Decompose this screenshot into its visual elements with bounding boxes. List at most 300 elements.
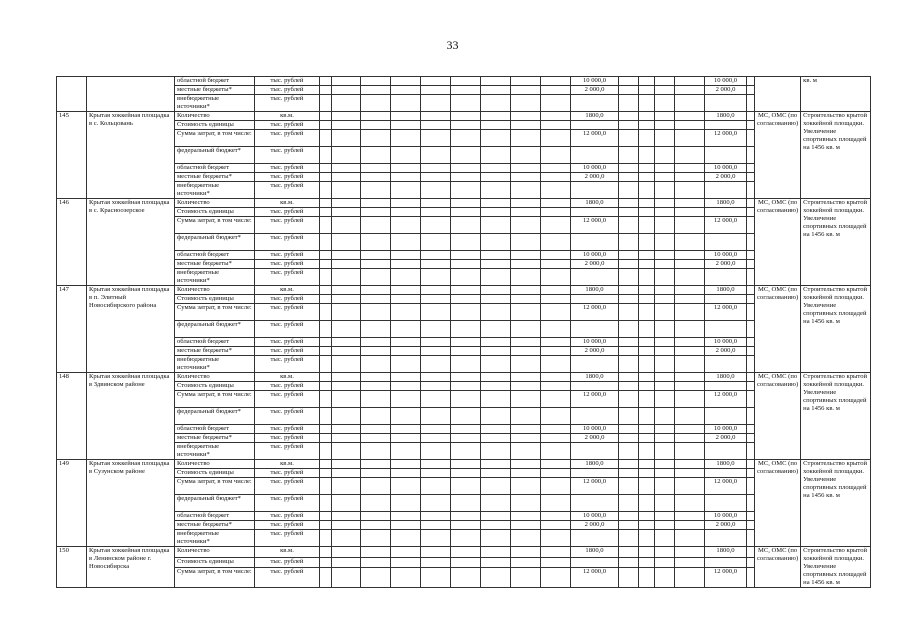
indicator-cell: внебюджетные источники* [175,443,255,460]
grid-cell [511,356,541,373]
table-row [57,408,871,425]
grid-cell [541,321,571,338]
grid-cell [675,77,705,86]
unit-cell: тыс. рублей [255,391,320,408]
grid-cell [332,130,361,147]
grid-cell [747,208,755,217]
grid-cell [619,469,639,478]
grid-cell [639,182,655,199]
grid-cell [639,460,655,469]
table-row [57,121,871,130]
item-no-cell: 149 [57,460,87,547]
grid-cell [619,86,639,95]
table-row [57,208,871,217]
total-cell: 1800,0 [705,286,747,295]
grid-cell [421,286,451,295]
grid-cell [391,199,421,208]
grid-cell [619,304,639,321]
grid-cell [675,321,705,338]
grid-cell [511,382,541,391]
grid-cell [639,557,655,568]
grid-cell [421,521,451,530]
grid-cell [481,356,511,373]
grid-cell [451,121,481,130]
grid-cell [705,495,747,512]
grid-cell [391,164,421,173]
grid-cell [639,304,655,321]
grid-cell [655,321,675,338]
grid-cell [332,425,361,434]
grid-cell [451,547,481,558]
grid-cell [571,495,619,512]
value-2020-cell: 12 000,0 [571,391,619,408]
value-2020-cell: 2 000,0 [571,86,619,95]
grid-cell [361,425,391,434]
grid-cell [361,164,391,173]
program-table [56,76,871,588]
grid-cell [747,130,755,147]
grid-cell [655,164,675,173]
grid-cell [619,217,639,234]
grid-cell [481,251,511,260]
indicator-cell: местные бюджеты* [175,521,255,530]
grid-cell [655,304,675,321]
grid-cell [481,304,511,321]
grid-cell [571,121,619,130]
grid-cell [332,304,361,321]
indicator-cell: Сумма затрат, в том числе: [175,304,255,321]
grid-cell [747,382,755,391]
result-cell: Строительство крытой хоккейной площадки. Увеличение спортивных площадей на 1456 кв. м [801,547,871,588]
grid-cell [655,173,675,182]
indicator-cell: Стоимость единицы [175,469,255,478]
indicator-cell: Стоимость единицы [175,208,255,217]
result-cell: кв. м [801,77,871,112]
grid-cell [421,77,451,86]
grid-cell [451,234,481,251]
grid-cell [361,251,391,260]
grid-cell [511,321,541,338]
grid-cell [451,199,481,208]
grid-cell [332,147,361,164]
grid-cell [747,164,755,173]
indicator-cell: Сумма затрат, в том числе: [175,568,255,588]
grid-cell [639,382,655,391]
grid-cell [675,130,705,147]
executor-cell: МС, ОМС (по согласованию) [755,547,801,588]
grid-cell [421,338,451,347]
grid-cell [619,295,639,304]
grid-cell [747,251,755,260]
grid-cell [511,434,541,443]
grid-cell [332,260,361,269]
unit-cell: тыс. рублей [255,208,320,217]
grid-cell [421,86,451,95]
grid-cell [391,495,421,512]
grid-cell [747,234,755,251]
grid-cell [619,208,639,217]
grid-cell [421,469,451,478]
grid-cell [541,199,571,208]
grid-cell [619,356,639,373]
grid-cell [747,547,755,558]
grid-cell [481,295,511,304]
grid-cell [571,382,619,391]
grid-cell [639,478,655,495]
grid-cell [511,391,541,408]
grid-cell [541,173,571,182]
value-2020-cell: 1800,0 [571,547,619,558]
unit-cell: тыс. рублей [255,512,320,521]
indicator-cell: Количество [175,373,255,382]
grid-cell [747,173,755,182]
grid-cell [511,251,541,260]
grid-cell [541,557,571,568]
grid-cell [361,557,391,568]
grid-cell [511,530,541,547]
grid-cell [541,568,571,588]
grid-cell [481,434,511,443]
grid-cell [421,295,451,304]
grid-cell [320,495,332,512]
grid-cell [675,338,705,347]
total-cell: 1800,0 [705,460,747,469]
grid-cell [619,164,639,173]
grid-cell [332,557,361,568]
grid-cell [451,347,481,356]
grid-cell [391,425,421,434]
grid-cell [421,199,451,208]
grid-cell [675,356,705,373]
grid-cell [675,557,705,568]
grid-cell [361,321,391,338]
unit-cell: тыс. рублей [255,173,320,182]
grid-cell [619,568,639,588]
total-cell: 2 000,0 [705,173,747,182]
grid-cell [655,95,675,112]
grid-cell [747,557,755,568]
grid-cell [391,434,421,443]
grid-cell [541,373,571,382]
unit-cell: тыс. рублей [255,321,320,338]
grid-cell [421,164,451,173]
grid-cell [655,269,675,286]
unit-cell: кв.м. [255,199,320,208]
grid-cell [451,286,481,295]
grid-cell [571,269,619,286]
grid-cell [391,304,421,321]
grid-cell [481,391,511,408]
grid-cell [619,182,639,199]
grid-cell [361,295,391,304]
grid-cell [619,112,639,121]
indicator-cell: местные бюджеты* [175,260,255,269]
table-row [57,521,871,530]
grid-cell [511,130,541,147]
grid-cell [320,338,332,347]
grid-cell [541,530,571,547]
grid-cell [391,347,421,356]
total-cell: 12 000,0 [705,130,747,147]
grid-cell [705,321,747,338]
grid-cell [655,521,675,530]
grid-cell [421,460,451,469]
grid-cell [451,391,481,408]
grid-cell [320,434,332,443]
grid-cell [541,356,571,373]
total-cell: 12 000,0 [705,391,747,408]
total-cell: 10 000,0 [705,425,747,434]
grid-cell [655,478,675,495]
grid-cell [639,512,655,521]
grid-cell [639,173,655,182]
grid-cell [705,356,747,373]
grid-cell [332,408,361,425]
grid-cell [655,112,675,121]
indicator-cell: внебюджетные источники* [175,95,255,112]
indicator-cell: внебюджетные источники* [175,182,255,199]
grid-cell [320,208,332,217]
page-number: 33 [446,38,459,52]
grid-cell [421,443,451,460]
grid-cell [541,304,571,321]
grid-cell [320,295,332,304]
unit-cell: тыс. рублей [255,164,320,173]
grid-cell [421,95,451,112]
grid-cell [619,95,639,112]
grid-cell [619,495,639,512]
unit-cell: тыс. рублей [255,347,320,356]
executor-cell: МС, ОМС (по согласованию) [755,199,801,286]
grid-cell [361,234,391,251]
grid-cell [451,304,481,321]
grid-cell [675,147,705,164]
table-row [57,234,871,251]
indicator-cell: внебюджетные источники* [175,269,255,286]
grid-cell [391,460,421,469]
grid-cell [421,547,451,558]
grid-cell [675,460,705,469]
grid-cell [541,443,571,460]
unit-cell: тыс. рублей [255,434,320,443]
grid-cell [541,286,571,295]
grid-cell [481,260,511,269]
grid-cell [541,182,571,199]
grid-cell [421,260,451,269]
item-no-cell [57,77,87,112]
grid-cell [332,382,361,391]
grid-cell [655,408,675,425]
grid-cell [421,234,451,251]
grid-cell [451,208,481,217]
grid-cell [639,373,655,382]
grid-cell [619,382,639,391]
value-2020-cell: 10 000,0 [571,338,619,347]
grid-cell [332,469,361,478]
unit-cell: тыс. рублей [255,443,320,460]
grid-cell [619,173,639,182]
table-row [57,147,871,164]
total-cell: 10 000,0 [705,251,747,260]
grid-cell [361,382,391,391]
grid-cell [639,112,655,121]
grid-cell [481,373,511,382]
grid-cell [451,95,481,112]
grid-cell [619,425,639,434]
grid-cell [747,434,755,443]
grid-cell [619,286,639,295]
grid-cell [511,408,541,425]
grid-cell [391,557,421,568]
table-row [57,530,871,547]
grid-cell [481,521,511,530]
grid-cell [421,408,451,425]
grid-cell [511,443,541,460]
grid-cell [747,199,755,208]
grid-cell [391,286,421,295]
grid-cell [320,478,332,495]
grid-cell [747,260,755,269]
value-2020-cell: 2 000,0 [571,434,619,443]
total-cell: 1800,0 [705,547,747,558]
grid-cell [361,147,391,164]
grid-cell [639,234,655,251]
grid-cell [571,234,619,251]
grid-cell [481,147,511,164]
grid-cell [639,338,655,347]
grid-cell [451,443,481,460]
grid-cell [421,373,451,382]
grid-cell [655,469,675,478]
grid-cell [320,547,332,558]
grid-cell [571,469,619,478]
table-row [57,217,871,234]
grid-cell [619,460,639,469]
grid-cell [747,112,755,121]
grid-cell [655,557,675,568]
grid-cell [320,425,332,434]
unit-cell: тыс. рублей [255,382,320,391]
grid-cell [361,469,391,478]
grid-cell [320,164,332,173]
unit-cell: тыс. рублей [255,95,320,112]
grid-cell [639,408,655,425]
total-cell: 1800,0 [705,199,747,208]
grid-cell [332,234,361,251]
grid-cell [320,77,332,86]
grid-cell [391,217,421,234]
grid-cell [391,112,421,121]
grid-cell [747,408,755,425]
grid-cell [541,460,571,469]
indicator-cell: Сумма затрат, в том числе: [175,217,255,234]
grid-cell [511,147,541,164]
table-row [57,260,871,269]
value-2020-cell: 2 000,0 [571,260,619,269]
grid-cell [747,321,755,338]
grid-cell [655,338,675,347]
grid-cell [541,208,571,217]
grid-cell [391,269,421,286]
grid-cell [481,347,511,356]
grid-cell [655,130,675,147]
grid-cell [655,530,675,547]
value-2020-cell [571,95,619,112]
grid-cell [675,112,705,121]
grid-cell [639,269,655,286]
grid-cell [655,208,675,217]
grid-cell [541,164,571,173]
unit-cell: тыс. рублей [255,147,320,164]
grid-cell [451,251,481,260]
grid-cell [511,77,541,86]
grid-cell [619,338,639,347]
grid-cell [675,478,705,495]
grid-cell [320,512,332,521]
grid-cell [320,321,332,338]
executor-cell [755,77,801,112]
grid-cell [481,77,511,86]
grid-cell [675,382,705,391]
grid-cell [675,208,705,217]
grid-cell [332,112,361,121]
total-cell: 10 000,0 [705,77,747,86]
grid-cell [481,321,511,338]
grid-cell [639,425,655,434]
grid-cell [747,478,755,495]
grid-cell [332,295,361,304]
grid-cell [332,251,361,260]
grid-cell [391,147,421,164]
grid-cell [320,373,332,382]
grid-cell [655,251,675,260]
table-row [57,199,871,208]
table-row [57,86,871,95]
grid-cell [451,182,481,199]
grid-cell [639,391,655,408]
grid-cell [391,321,421,338]
grid-cell [675,217,705,234]
grid-cell [675,304,705,321]
grid-cell [421,217,451,234]
grid-cell [391,382,421,391]
grid-cell [619,530,639,547]
grid-cell [705,557,747,568]
grid-cell [619,269,639,286]
grid-cell [639,77,655,86]
indicator-cell: федеральный бюджет* [175,408,255,425]
grid-cell [332,173,361,182]
grid-cell [675,469,705,478]
value-2020-cell: 1800,0 [571,112,619,121]
unit-cell: кв.м. [255,373,320,382]
grid-cell [675,182,705,199]
grid-cell [541,217,571,234]
unit-cell: тыс. рублей [255,130,320,147]
grid-cell [481,286,511,295]
grid-cell [511,478,541,495]
grid-cell [451,338,481,347]
grid-cell [332,164,361,173]
grid-cell [421,347,451,356]
grid-cell [451,321,481,338]
grid-cell [541,295,571,304]
grid-cell [320,286,332,295]
grid-cell [391,478,421,495]
grid-cell [320,391,332,408]
result-cell: Строительство крытой хоккейной площадки. Увеличение спортивных площадей на 1456 кв. м [801,286,871,373]
grid-cell [421,208,451,217]
